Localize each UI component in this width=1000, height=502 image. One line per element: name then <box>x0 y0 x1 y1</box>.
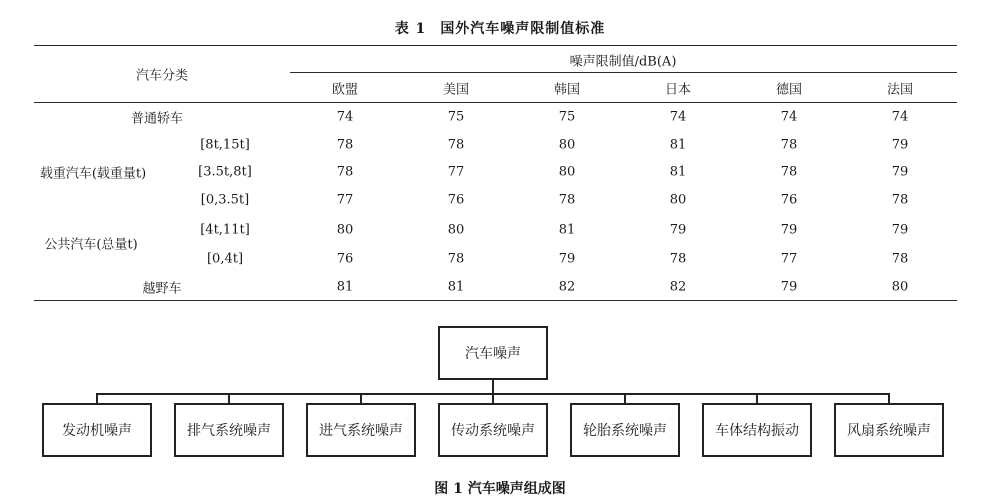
diagram-root-label: 汽车噪声 <box>465 346 521 362</box>
table-cell: 81 <box>558 222 576 238</box>
table-cell: 78 <box>336 137 354 153</box>
table-cell: 77 <box>447 164 465 180</box>
table-cell: 76 <box>447 192 465 208</box>
table-cell: 82 <box>669 279 687 295</box>
limit-header: 噪声限制值/dB(A) <box>569 54 677 70</box>
table-title <box>0 18 1000 38</box>
table-cell: 76 <box>336 251 354 267</box>
group-label-truck: 载重汽车(载重量t) <box>39 166 147 182</box>
group-label-passenger: 普通轿车 <box>130 111 184 127</box>
figure-caption: 图 1 汽车噪声组成图 <box>434 481 566 497</box>
table-cell: 79 <box>891 222 909 238</box>
table-header-rule <box>34 102 957 103</box>
table-cell: 80 <box>558 137 576 153</box>
table-cell: 79 <box>891 137 909 153</box>
table-cell: 76 <box>780 192 798 208</box>
diagram-child-box <box>438 403 548 457</box>
range-label: [4t,11t] <box>200 222 250 238</box>
table-cell: 75 <box>447 109 465 125</box>
range-label: [0,3.5t] <box>200 192 250 208</box>
connector-vertical <box>492 380 494 394</box>
diagram-root-box <box>438 326 548 380</box>
table-cell: 81 <box>669 164 687 180</box>
table-title-text: 国外汽车噪声限制值标准 <box>440 21 606 37</box>
country-header: 德国 <box>775 82 803 98</box>
table-cell: 74 <box>780 109 798 125</box>
range-label: [3.5t,8t] <box>198 164 252 180</box>
table-cell: 78 <box>780 164 798 180</box>
diagram-child-box <box>702 403 812 457</box>
diagram-child-label: 车体结构振动 <box>715 423 799 439</box>
diagram-child-label: 风扇系统噪声 <box>847 423 931 439</box>
diagram-child-label: 排气系统噪声 <box>187 423 271 439</box>
table-cell: 78 <box>780 137 798 153</box>
category-header: 汽车分类 <box>135 68 189 84</box>
country-header: 韩国 <box>553 82 581 98</box>
table-cell: 82 <box>558 279 576 295</box>
table-cell: 78 <box>558 192 576 208</box>
table-cell: 74 <box>891 109 909 125</box>
diagram-child-label: 传动系统噪声 <box>451 423 535 439</box>
diagram-child-label: 轮胎系统噪声 <box>583 423 667 439</box>
diagram-child-box <box>42 403 152 457</box>
country-header: 欧盟 <box>331 82 359 98</box>
table-cell: 78 <box>669 251 687 267</box>
table-cell: 79 <box>669 222 687 238</box>
table-cell: 81 <box>336 279 354 295</box>
table-cell: 81 <box>669 137 687 153</box>
table-cell: 80 <box>558 164 576 180</box>
table-cell: 78 <box>447 251 465 267</box>
diagram-child-box <box>174 403 284 457</box>
country-header: 法国 <box>886 82 914 98</box>
table-cell: 78 <box>891 192 909 208</box>
country-header: 日本 <box>664 82 692 98</box>
table-top-rule <box>34 45 957 46</box>
diagram-child-box <box>834 403 944 457</box>
table-cell: 77 <box>780 251 798 267</box>
diagram-child-box <box>570 403 680 457</box>
table-cell: 80 <box>447 222 465 238</box>
table-bottom-rule <box>34 300 957 301</box>
table-cell: 78 <box>447 137 465 153</box>
diagram-child-box <box>306 403 416 457</box>
table-cell: 80 <box>669 192 687 208</box>
table-cell: 79 <box>780 279 798 295</box>
table-cell: 79 <box>891 164 909 180</box>
table-cell: 77 <box>336 192 354 208</box>
table-cell: 80 <box>891 279 909 295</box>
table-number: 表 1 <box>394 21 427 37</box>
table-sub-header-rule <box>290 72 957 73</box>
diagram-child-label: 进气系统噪声 <box>319 423 403 439</box>
table-cell: 75 <box>558 109 576 125</box>
diagram-child-label: 发动机噪声 <box>62 423 132 439</box>
table-cell: 78 <box>336 164 354 180</box>
country-header: 美国 <box>442 82 470 98</box>
table-cell: 78 <box>891 251 909 267</box>
table-cell: 79 <box>558 251 576 267</box>
range-label: [8t,15t] <box>200 137 250 153</box>
table-cell: 80 <box>336 222 354 238</box>
table-cell: 81 <box>447 279 465 295</box>
table-cell: 74 <box>336 109 354 125</box>
table-cell: 74 <box>669 109 687 125</box>
table-cell: 79 <box>780 222 798 238</box>
range-label: [0,4t] <box>206 251 244 267</box>
group-label-bus: 公共汽车(总量t) <box>44 237 138 253</box>
group-label-offroad: 越野车 <box>142 281 182 297</box>
